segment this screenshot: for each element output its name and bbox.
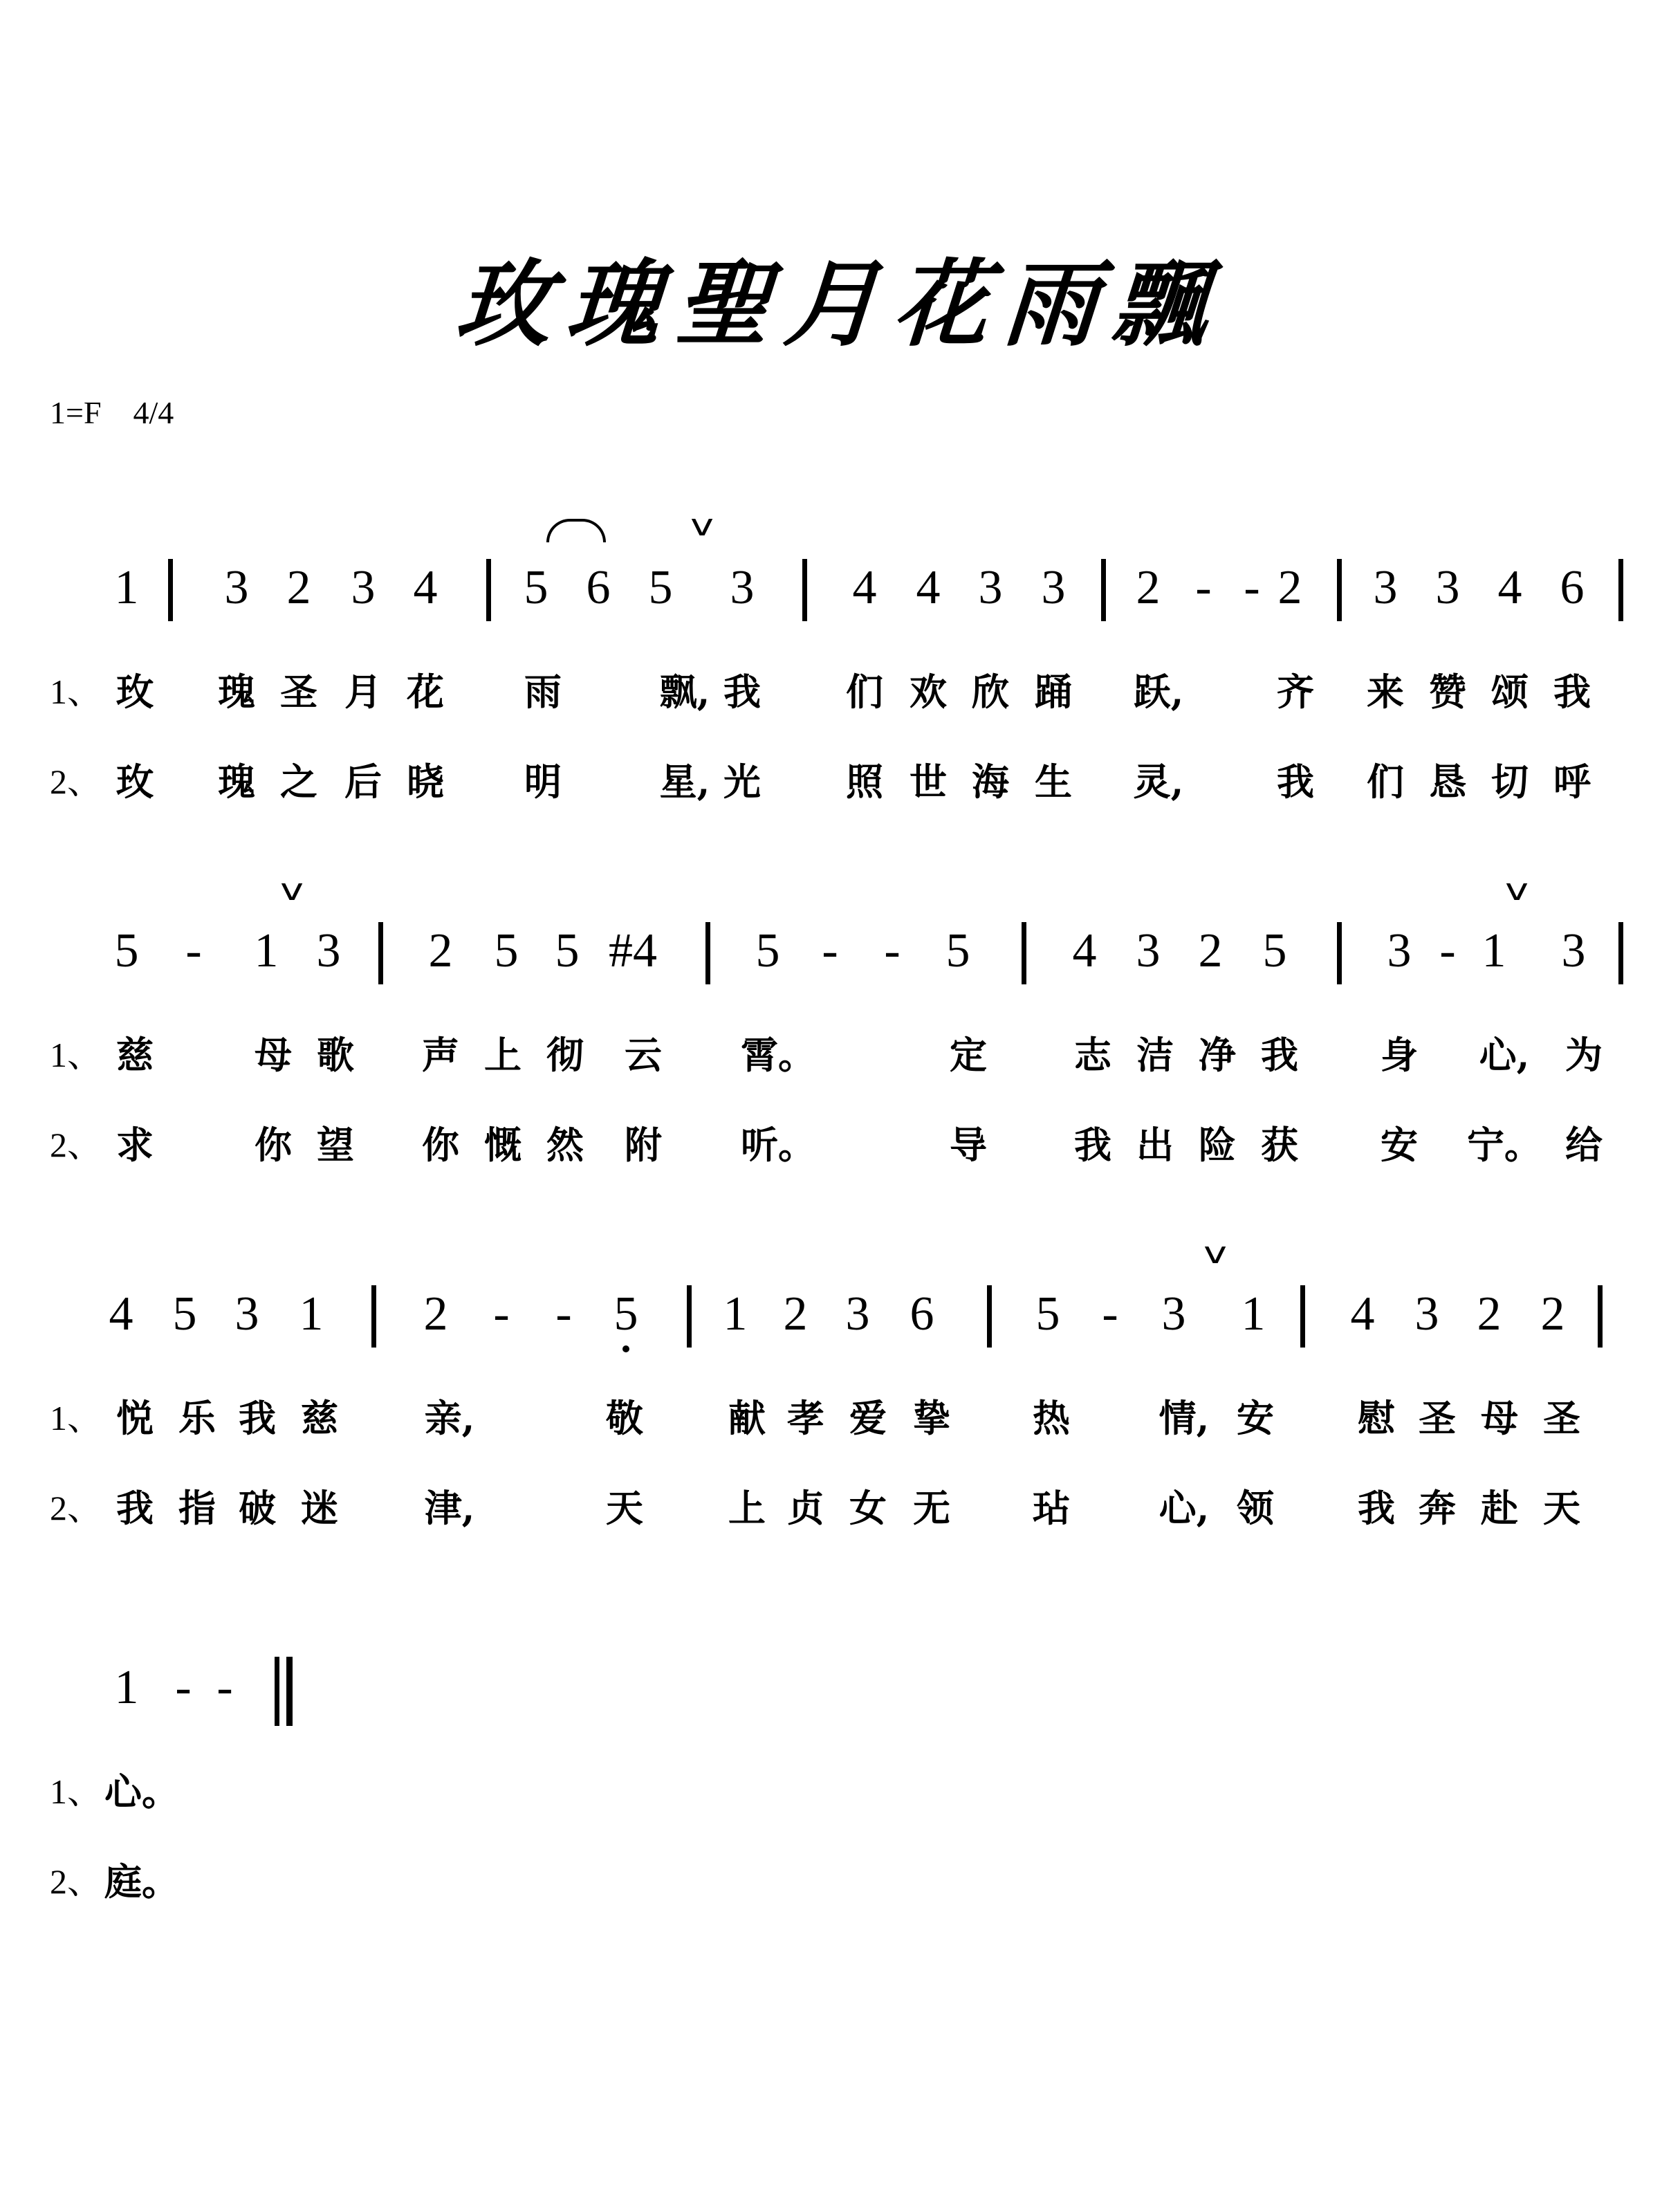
note: - — [1102, 1287, 1118, 1341]
lyric: 我 — [723, 670, 761, 714]
lyric: 献 — [728, 1396, 766, 1440]
key-time-signature — [50, 394, 174, 431]
note: 2 — [1540, 1287, 1565, 1341]
note: 2 — [783, 1287, 808, 1341]
verse-number: 2、 — [50, 762, 102, 801]
lyric: 母 — [255, 1033, 292, 1077]
note: 3 — [1136, 924, 1161, 977]
note: 6 — [586, 561, 611, 614]
lyric: 无 — [913, 1486, 950, 1530]
lyric: 慈 — [301, 1396, 338, 1440]
lyric: 上 — [728, 1486, 766, 1530]
note: - — [884, 924, 901, 977]
note: - — [216, 1661, 233, 1714]
lyric: 奔 — [1419, 1486, 1456, 1530]
note: 3 — [1373, 561, 1398, 614]
lyric: 贞 — [787, 1486, 824, 1530]
lyric: 瑰 — [218, 760, 255, 804]
lyric: 导 — [950, 1123, 987, 1167]
time-signature: 4/4 — [133, 395, 174, 430]
lyric: 圣 — [1419, 1396, 1456, 1440]
lyric: 生 — [1035, 760, 1072, 804]
lyric: 求 — [116, 1123, 154, 1167]
note: 3 — [224, 561, 249, 614]
note: 5 — [524, 561, 548, 614]
lyric: 附 — [625, 1123, 662, 1167]
note: 6 — [910, 1287, 934, 1341]
note: 2 — [1198, 924, 1223, 977]
lyric: 我 — [1553, 670, 1591, 714]
lyric: 身 — [1381, 1033, 1418, 1077]
lyric: 圣 — [1543, 1396, 1580, 1440]
lyric: 玫 — [116, 760, 154, 804]
note: 2 — [1277, 561, 1302, 614]
lyric: 然 — [546, 1123, 584, 1167]
note: - — [1439, 924, 1456, 977]
lyric: 天 — [1543, 1486, 1580, 1530]
lyric: 我 — [1261, 1033, 1298, 1077]
note: 2 — [428, 924, 453, 977]
lyric: 来 — [1367, 670, 1404, 714]
lyric: 后 — [344, 760, 382, 804]
lyric: 心, — [1479, 1033, 1530, 1077]
final-bar-line-thick — [286, 1657, 293, 1726]
lyric: 踊 — [1035, 670, 1072, 714]
lyric: 世 — [910, 760, 947, 804]
lyric: 明 — [524, 760, 562, 804]
lyric: 上 — [484, 1033, 521, 1077]
verse-number: 2、 — [50, 1489, 102, 1527]
lyric: 赞 — [1429, 670, 1466, 714]
lyric: 获 — [1261, 1123, 1298, 1167]
note: #4 — [609, 924, 657, 977]
lyric: 照 — [846, 760, 883, 804]
lyric: 乐 — [178, 1396, 216, 1440]
lyric: 花 — [407, 670, 444, 714]
lyric: 云 — [625, 1033, 662, 1077]
verse-number: 1、 — [50, 1036, 102, 1074]
lyric: 悦 — [116, 1396, 154, 1440]
lyric: 津, — [424, 1486, 475, 1530]
bar-line — [1101, 559, 1106, 621]
lyric: 海 — [972, 760, 1009, 804]
lyric: 敬 — [606, 1396, 643, 1440]
note: 1 — [299, 1287, 324, 1341]
note: 5 — [1035, 1287, 1060, 1341]
lyric: 宁。 — [1467, 1123, 1542, 1167]
lyric: 慈 — [116, 1033, 154, 1077]
lyric: 慨 — [484, 1123, 521, 1167]
bar-line — [1598, 1285, 1603, 1348]
bar-line — [1618, 922, 1623, 984]
bar-line — [802, 559, 807, 621]
note: 3 — [845, 1287, 870, 1341]
lyric: 净 — [1199, 1033, 1236, 1077]
lyric: 瑰 — [218, 670, 255, 714]
note: 2 — [286, 561, 311, 614]
lyric: 跃, — [1133, 670, 1184, 714]
system-2 — [0, 861, 1680, 1167]
lyric: 颂 — [1491, 670, 1529, 714]
accent-mark: v — [690, 508, 714, 543]
verse-number: 2、 — [50, 1125, 102, 1164]
note: 3 — [1161, 1287, 1186, 1341]
slur-mark — [546, 519, 606, 542]
lyric: 彻 — [546, 1033, 584, 1077]
note: 1 — [254, 924, 279, 977]
lyric: 孝 — [787, 1396, 824, 1440]
lyric: 洁 — [1136, 1033, 1174, 1077]
lyric: 指 — [178, 1486, 216, 1530]
lyric: 听。 — [741, 1123, 815, 1167]
note: 1 — [114, 561, 139, 614]
bar-line — [486, 559, 491, 621]
lyric: 天 — [606, 1486, 643, 1530]
note: 3 — [1041, 561, 1066, 614]
note: - — [175, 1661, 192, 1714]
bar-line — [378, 922, 383, 984]
song-title: 玫瑰聖月花雨飄 — [453, 249, 1226, 360]
note: - — [1195, 561, 1212, 614]
lyric: 声 — [422, 1033, 459, 1077]
note: 2 — [1136, 561, 1161, 614]
note: 5 — [555, 924, 580, 977]
note: 5 — [755, 924, 780, 977]
lyric: 为 — [1565, 1033, 1603, 1077]
lyric: 月 — [344, 670, 382, 714]
accent-mark: v — [1203, 1235, 1227, 1271]
low-octave-dot — [622, 1345, 629, 1352]
lyric: 亲, — [424, 1396, 475, 1440]
system-4 — [0, 1598, 1680, 1904]
bar-line — [1300, 1285, 1305, 1348]
lyric: 志 — [1074, 1033, 1111, 1077]
lyric: 领 — [1237, 1486, 1274, 1530]
lyric: 歌 — [317, 1033, 354, 1077]
verse-number: 1、 — [50, 1772, 102, 1811]
lyric: 爱 — [849, 1396, 887, 1440]
note: - — [493, 1287, 510, 1341]
note: 2 — [1477, 1287, 1502, 1341]
note: 6 — [1560, 561, 1585, 614]
system-3 — [0, 1224, 1680, 1530]
note: 5 — [114, 924, 139, 977]
verse-number: 1、 — [50, 672, 102, 711]
lyric: 慰 — [1358, 1396, 1395, 1440]
note: - — [185, 924, 202, 977]
lyric: 光 — [723, 760, 761, 804]
note: 3 — [1435, 561, 1460, 614]
lyric: 心, — [1159, 1486, 1210, 1530]
lyric: 我 — [1358, 1486, 1395, 1530]
note: - — [822, 924, 838, 977]
lyric: 定 — [950, 1033, 987, 1077]
lyric: 安 — [1237, 1396, 1274, 1440]
lyric: 心。 — [104, 1769, 179, 1814]
note: 5 — [1262, 924, 1287, 977]
note: 3 — [1387, 924, 1412, 977]
note: 5 — [613, 1287, 638, 1341]
lyric: 我 — [1074, 1123, 1111, 1167]
note: 3 — [234, 1287, 259, 1341]
lyric: 险 — [1199, 1123, 1236, 1167]
note: 1 — [723, 1287, 748, 1341]
lyric: 霄。 — [741, 1033, 815, 1077]
lyric: 玫 — [116, 670, 154, 714]
note: 5 — [648, 561, 673, 614]
bar-line — [1337, 559, 1342, 621]
lyric: 之 — [280, 760, 317, 804]
lyric: 们 — [1367, 760, 1404, 804]
lyric: 圣 — [280, 670, 317, 714]
lyric: 们 — [846, 670, 883, 714]
lyric: 我 — [239, 1396, 276, 1440]
lyric: 切 — [1491, 760, 1529, 804]
verse-number: 1、 — [50, 1399, 102, 1437]
system-1 — [0, 498, 1680, 804]
lyric: 安 — [1381, 1123, 1418, 1167]
note: 1 — [1241, 1287, 1266, 1341]
bar-line — [1337, 922, 1342, 984]
note: 4 — [1072, 924, 1097, 977]
lyric: 迷 — [301, 1486, 338, 1530]
lyric: 齐 — [1277, 670, 1314, 714]
lyric: 母 — [1481, 1396, 1518, 1440]
note: 5 — [172, 1287, 197, 1341]
lyric: 星, — [659, 760, 710, 804]
note: 1 — [114, 1661, 139, 1714]
bar-line — [371, 1285, 376, 1348]
lyric: 出 — [1136, 1123, 1174, 1167]
key-signature: 1=F — [50, 395, 102, 430]
note: 4 — [852, 561, 877, 614]
lyric: 赴 — [1481, 1486, 1518, 1530]
bar-line — [705, 922, 710, 984]
note: - — [555, 1287, 572, 1341]
note: 3 — [316, 924, 341, 977]
lyric: 灵, — [1133, 760, 1184, 804]
lyric: 我 — [1277, 760, 1314, 804]
lyric: 欢 — [910, 670, 947, 714]
bar-line — [1618, 559, 1623, 621]
lyric: 给 — [1565, 1123, 1603, 1167]
note: 3 — [351, 561, 376, 614]
note: - — [1244, 561, 1260, 614]
lyric: 呼 — [1553, 760, 1591, 804]
note: 2 — [423, 1287, 448, 1341]
bar-line — [987, 1285, 992, 1348]
note: 4 — [916, 561, 941, 614]
lyric: 破 — [239, 1486, 276, 1530]
lyric: 我 — [116, 1486, 154, 1530]
lyric: 晓 — [407, 760, 444, 804]
lyric: 飘, — [659, 670, 710, 714]
lyric: 恳 — [1429, 760, 1466, 804]
accent-mark: v — [280, 872, 304, 908]
bar-line — [168, 559, 173, 621]
note: 4 — [1350, 1287, 1375, 1341]
bar-line — [1022, 922, 1026, 984]
lyric: 望 — [317, 1123, 354, 1167]
lyric: 女 — [849, 1486, 887, 1530]
note: 1 — [1481, 924, 1506, 977]
lyric: 你 — [422, 1123, 459, 1167]
note: 3 — [1561, 924, 1586, 977]
note: 4 — [413, 561, 438, 614]
lyric: 欣 — [972, 670, 1009, 714]
verse-number: 2、 — [50, 1862, 102, 1901]
note: 5 — [494, 924, 519, 977]
lyric: 玷 — [1033, 1486, 1070, 1530]
final-bar-line-thin — [275, 1657, 279, 1726]
accent-mark: v — [1505, 872, 1529, 908]
note: 4 — [1497, 561, 1522, 614]
note: 5 — [945, 924, 970, 977]
lyric: 你 — [255, 1123, 292, 1167]
note: 3 — [978, 561, 1003, 614]
note: 4 — [109, 1287, 133, 1341]
lyric: 热 — [1033, 1396, 1070, 1440]
lyric: 情, — [1159, 1396, 1210, 1440]
lyric: 挚 — [913, 1396, 950, 1440]
lyric: 庭。 — [104, 1859, 179, 1904]
lyric: 雨 — [524, 670, 562, 714]
note: 3 — [1414, 1287, 1439, 1341]
bar-line — [687, 1285, 692, 1348]
note: 3 — [730, 561, 755, 614]
